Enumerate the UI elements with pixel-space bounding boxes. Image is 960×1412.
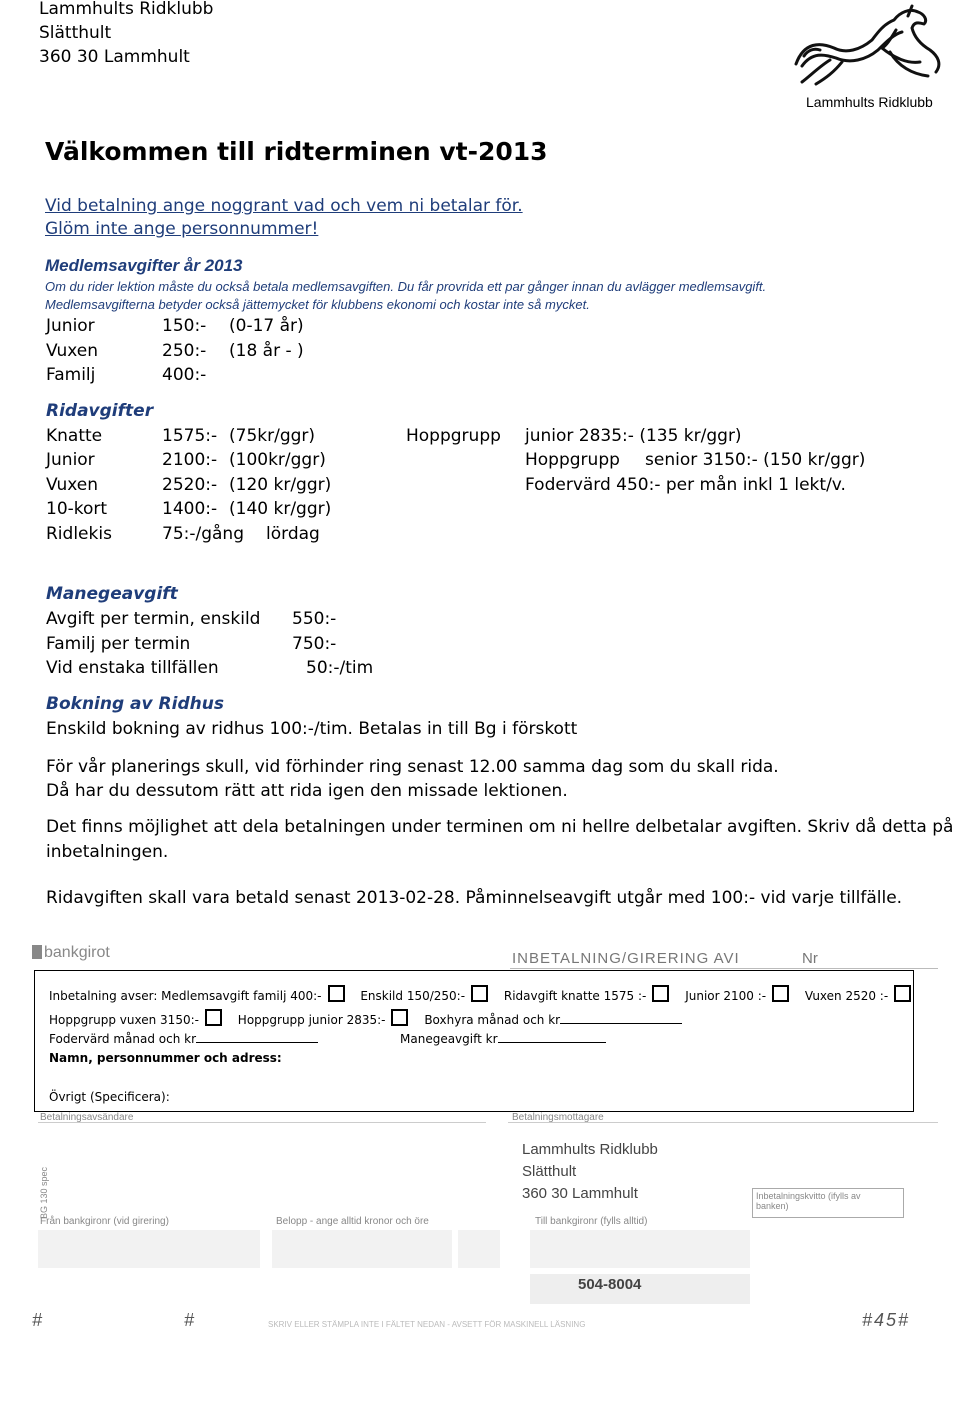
fodervard-field[interactable]: [196, 1031, 318, 1043]
membership-row-name: Vuxen: [46, 341, 99, 361]
form-enskild-label: Enskild 150/250:-: [360, 989, 466, 1003]
membership-row-note: (0-17 år): [229, 316, 304, 336]
riding-row-name: Ridlekis: [46, 524, 112, 544]
form-line-2: [49, 1009, 682, 1027]
membership-row-price: 400:-: [162, 365, 207, 385]
sender-label: Betalningsavsändare: [40, 1112, 134, 1123]
membership-row-price: 250:-: [162, 341, 207, 361]
manege-field[interactable]: [498, 1031, 606, 1043]
manege-row-price: 750:-: [292, 634, 337, 654]
hash-middle: #: [184, 1310, 195, 1330]
ridhus-heading: Bokning av Ridhus: [46, 694, 224, 714]
checkbox-vuxen[interactable]: [894, 985, 911, 1002]
membership-note-1: Om du rider lektion måste du också betala medlemsavgiften. Du får provrida ett par gånger innan du avlägger medlemsavgift.: [45, 279, 767, 294]
manege-row-name: Familj per termin: [46, 634, 191, 654]
from-label: Från bankgironr (vid girering): [40, 1216, 169, 1227]
info-p2b: inbetalningen.: [46, 842, 169, 862]
club-street: Slätthult: [39, 23, 112, 43]
bankgirot-logo: bankgirot: [32, 944, 110, 962]
amount-box: [272, 1230, 452, 1268]
riding-row-note: (75kr/ggr): [229, 426, 316, 446]
manege-row-name: Avgift per termin, enskild: [46, 609, 261, 629]
club-postal: 360 30 Lammhult: [39, 47, 190, 67]
info-p3: Ridavgiften skall vara betald senast 2013-02-28. Påminnelseavgift utgår med 100:- vid varje tillfälle.: [46, 888, 903, 908]
slip-nr: Nr: [802, 950, 818, 967]
page-title: Välkommen till ridterminen vt-2013: [45, 137, 548, 166]
checkbox-knatte[interactable]: [652, 985, 669, 1002]
riding-row-price: 75:-/gång: [162, 524, 244, 544]
hopp-junior: junior 2835:- (135 kr/ggr): [525, 426, 742, 446]
form-hopp-vuxen-label: Hoppgrupp vuxen 3150:-: [49, 1013, 199, 1027]
form-manege-label: Manegeavgift kr: [400, 1031, 606, 1046]
form-namn-label: Namn, personnummer och adress:: [49, 1051, 282, 1065]
membership-heading: Medlemsavgifter år 2013: [45, 256, 243, 275]
riding-row-name: Knatte: [46, 426, 103, 446]
membership-row-name: Familj: [46, 365, 96, 385]
checkbox-enskild[interactable]: [471, 985, 488, 1002]
form-boxhyra-label: Boxhyra månad och kr: [424, 1013, 561, 1027]
hopp-senior: senior 3150:- (150 kr/ggr): [645, 450, 866, 470]
form-line-1: [49, 985, 911, 1003]
boxhyra-field[interactable]: [560, 1012, 682, 1024]
hash-left: #: [32, 1310, 43, 1330]
riding-row-note: (120 kr/ggr): [229, 475, 332, 495]
manege-row-name: Vid enstaka tillfällen: [46, 658, 219, 678]
manege-row-price: 50:-/tim: [306, 658, 374, 678]
form-vuxen-label: Vuxen 2520 :-: [804, 989, 889, 1003]
checkbox-hopp-junior[interactable]: [391, 1009, 408, 1026]
manege-heading: Manegeavgift: [46, 584, 178, 604]
info-p1b: Då har du dessutom rätt att rida igen den missade lektionen.: [46, 781, 568, 801]
form-medlem-familj-label: Inbetalning avser: Medlemsavgift familj 400:-: [49, 989, 322, 1003]
riding-row-price: 2520:-: [162, 475, 218, 495]
footer-note: SKRIV ELLER STÄMPLA INTE I FÄLTET NEDAN - AVSETT FÖR MASKINELL LÄSNING: [268, 1320, 586, 1329]
form-junior-label: Junior 2100 :-: [685, 989, 767, 1003]
hash-right: #45#: [862, 1310, 911, 1330]
fodervard: Fodervärd 450:- per mån inkl 1 lekt/v.: [525, 475, 846, 495]
membership-row-price: 150:-: [162, 316, 207, 336]
amount-label: Belopp - ange alltid kronor och öre: [276, 1216, 429, 1227]
slip-header: INBETALNING/GIRERING AVI: [512, 950, 740, 967]
form-hopp-junior-label: Hoppgrupp junior 2835:-: [237, 1013, 386, 1027]
manege-row-price: 550:-: [292, 609, 337, 629]
membership-row-name: Junior: [46, 316, 95, 336]
bg-number: 504-8004: [578, 1276, 642, 1293]
riding-heading: Ridavgifter: [46, 401, 154, 421]
horse-logo-icon: [790, 2, 948, 94]
receiver-street: Slätthult: [522, 1163, 577, 1180]
club-name: Lammhults Ridklubb: [39, 0, 214, 19]
receiver-name: Lammhults Ridklubb: [522, 1141, 658, 1158]
riding-row-price: 1400:-: [162, 499, 218, 519]
side-code: BG 130 spec: [39, 1166, 50, 1220]
checkbox-junior[interactable]: [772, 985, 789, 1002]
to-box: [530, 1230, 750, 1268]
form-knatte-label: Ridavgift knatte 1575 :-: [503, 989, 647, 1003]
payment-form: [34, 970, 914, 1112]
checkbox-hopp-vuxen[interactable]: [205, 1009, 222, 1026]
hopp-senior-label: Hoppgrupp: [525, 450, 620, 470]
riding-row-price: 1575:-: [162, 426, 218, 446]
bank-receipt-label: Inbetalningskvitto (ifylls av banken): [756, 1191, 861, 1211]
form-ovrigt-label: Övrigt (Specificera):: [49, 1090, 170, 1104]
riding-row-note: (100kr/ggr): [229, 450, 326, 470]
info-p1a: För vår planerings skull, vid förhinder ring senast 12.00 samma dag som du skall rida.: [46, 757, 779, 777]
intro-line-1: Vid betalning ange noggrant vad och vem ni betalar för.: [45, 196, 523, 216]
ore-box: [458, 1230, 500, 1268]
receiver-postal: 360 30 Lammhult: [522, 1185, 638, 1202]
checkbox-medlem-familj[interactable]: [328, 985, 345, 1002]
riding-row-note: (140 kr/ggr): [229, 499, 332, 519]
bankgirot-icon: [32, 945, 42, 959]
riding-row-name: Junior: [46, 450, 95, 470]
riding-row-name: 10-kort: [46, 499, 108, 519]
slip-header-rule: [510, 968, 938, 969]
from-box: [38, 1230, 260, 1268]
membership-note-2: Medlemsavgifterna betyder också jättemycket för klubbens ekonomi och kostar inte så mycket.: [45, 297, 590, 312]
to-label: Till bankgironr (fylls alltid): [535, 1216, 648, 1227]
logo-caption: Lammhults Ridklubb: [806, 94, 933, 110]
info-p2a: Det finns möjlighet att dela betalningen under terminen om ni hellre delbetalar avgiften. Skriv då detta på: [46, 817, 954, 837]
riding-row-name: Vuxen: [46, 475, 99, 495]
receiver-label: Betalningsmottagare: [512, 1112, 604, 1123]
riding-row-note: lördag: [266, 524, 320, 544]
hopp-label: Hoppgrupp: [406, 426, 501, 446]
riding-row-price: 2100:-: [162, 450, 218, 470]
form-fodervard-label: Fodervärd månad och kr: [49, 1031, 318, 1046]
ridhus-text: Enskild bokning av ridhus 100:-/tim. Betalas in till Bg i förskott: [46, 719, 578, 739]
intro-line-2: Glöm inte ange personnummer!: [45, 219, 319, 239]
membership-row-note: (18 år - ): [229, 341, 304, 361]
